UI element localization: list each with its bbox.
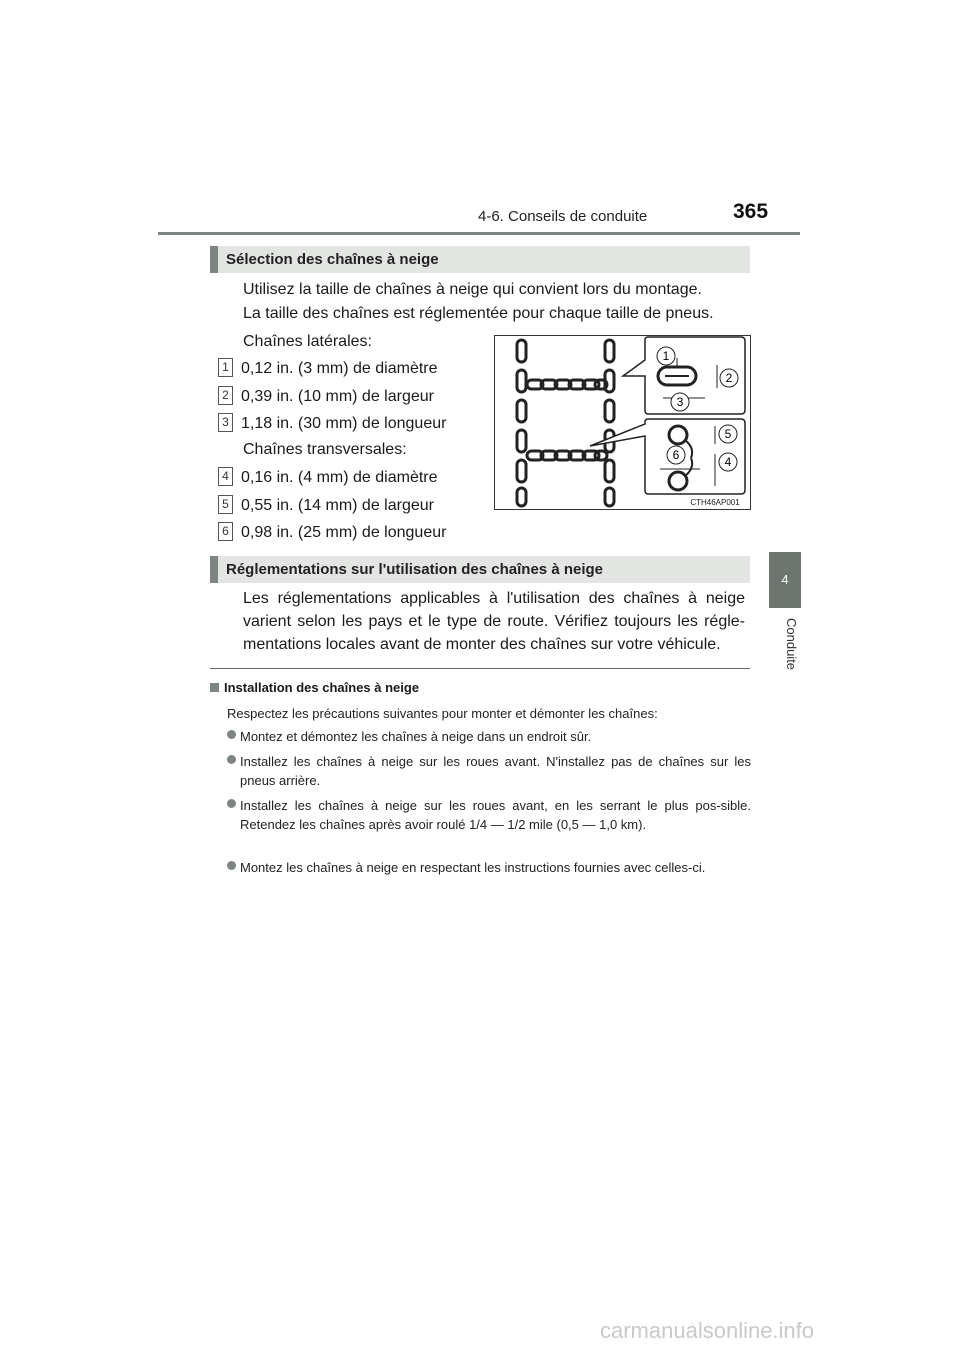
bullet-dot-icon [227, 861, 236, 870]
chapter-tab: 4 [769, 552, 801, 608]
callout-5: 5 [724, 427, 732, 441]
spec-item-2 [218, 385, 434, 409]
page-number: 365 [733, 200, 769, 223]
regulations-paragraph: Les réglementations applicables à l'utilisation des chaînes à neige varient selon les pays et le type de route. Vérifiez toujours les régle-mentations locales avant de monter des chaînes sur votre véhicule. [243, 590, 745, 653]
callout-3: 3 [676, 395, 684, 409]
callout-number: 2 [218, 386, 233, 405]
installation-title-text: Installation des chaînes à neige [224, 680, 420, 695]
header-section-title: 4-6. Conseils de conduite [478, 208, 648, 225]
section-title-snow-chain-selection: Sélection des chaînes à neige [210, 246, 750, 273]
chapter-label: Conduite [784, 618, 799, 671]
spec-text: 0,55 in. (14 mm) de largeur [241, 497, 434, 514]
spec-text: 0,12 in. (3 mm) de diamètre [241, 360, 438, 377]
watermark-text: carmanualsonline.info [600, 1318, 815, 1343]
installation-title [210, 680, 419, 695]
header-rule [158, 232, 800, 235]
spec-item-5 [218, 494, 434, 518]
figure-code: CTH46AP001 [690, 498, 740, 507]
chain-drawing [517, 340, 614, 506]
callout-number: 5 [218, 495, 233, 514]
cross-chains-heading: Chaînes transversales: [243, 441, 407, 458]
callout-number: 6 [218, 522, 233, 541]
installation-bullet-3 [227, 796, 751, 834]
bullet-text: Installez les chaînes à neige sur les roues avant, en les serrant le plus pos-sible. Retendez les chaînes après avoir roulé 1/4 — 1/2 mile (0,5 — 1,0 km). [240, 798, 751, 832]
bullet-text: Montez les chaînes à neige en respectant les instructions fournies avec celles-ci. [240, 860, 706, 875]
installation-bullet-4 [227, 858, 751, 877]
callout-number: 4 [218, 467, 233, 486]
callout-4: 4 [724, 455, 732, 469]
callout-2: 2 [725, 371, 733, 385]
selection-text-line-2: La taille des chaînes est réglementée pour chaque taille de pneus. [243, 305, 714, 322]
callout-number: 1 [218, 358, 233, 377]
spec-text: 0,39 in. (10 mm) de largeur [241, 388, 434, 405]
bullet-dot-icon [227, 799, 236, 808]
spec-item-1 [218, 357, 438, 381]
spec-item-3 [218, 412, 446, 436]
square-bullet-icon [210, 683, 219, 692]
callout-1: 1 [662, 349, 670, 363]
section-title-snow-chain-regulations: Réglementations sur l'utilisation des chaînes à neige [210, 556, 750, 583]
bullet-dot-icon [227, 730, 236, 739]
installation-intro: Respectez les précautions suivantes pour monter et démonter les chaînes: [227, 706, 658, 721]
bullet-dot-icon [227, 755, 236, 764]
spec-text: 0,98 in. (25 mm) de longueur [241, 524, 447, 541]
snow-chain-illustration [494, 335, 751, 510]
side-chains-heading: Chaînes latérales: [243, 333, 372, 350]
spec-text: 1,18 in. (30 mm) de longueur [241, 415, 447, 432]
callout-6: 6 [672, 448, 680, 462]
callout-number: 3 [218, 413, 233, 432]
section-divider [210, 668, 750, 669]
spec-item-4 [218, 466, 438, 490]
installation-bullet-2 [227, 752, 751, 790]
installation-bullet-1 [227, 727, 751, 746]
selection-text-line-1: Utilisez la taille de chaînes à neige qui convient lors du montage. [243, 281, 702, 298]
spec-item-6 [218, 521, 446, 545]
spec-text: 0,16 in. (4 mm) de diamètre [241, 469, 438, 486]
bullet-text: Montez et démontez les chaînes à neige dans un endroit sûr. [240, 729, 592, 744]
bullet-text: Installez les chaînes à neige sur les roues avant. N'installez pas de chaînes sur les pneus arrière. [240, 754, 751, 788]
